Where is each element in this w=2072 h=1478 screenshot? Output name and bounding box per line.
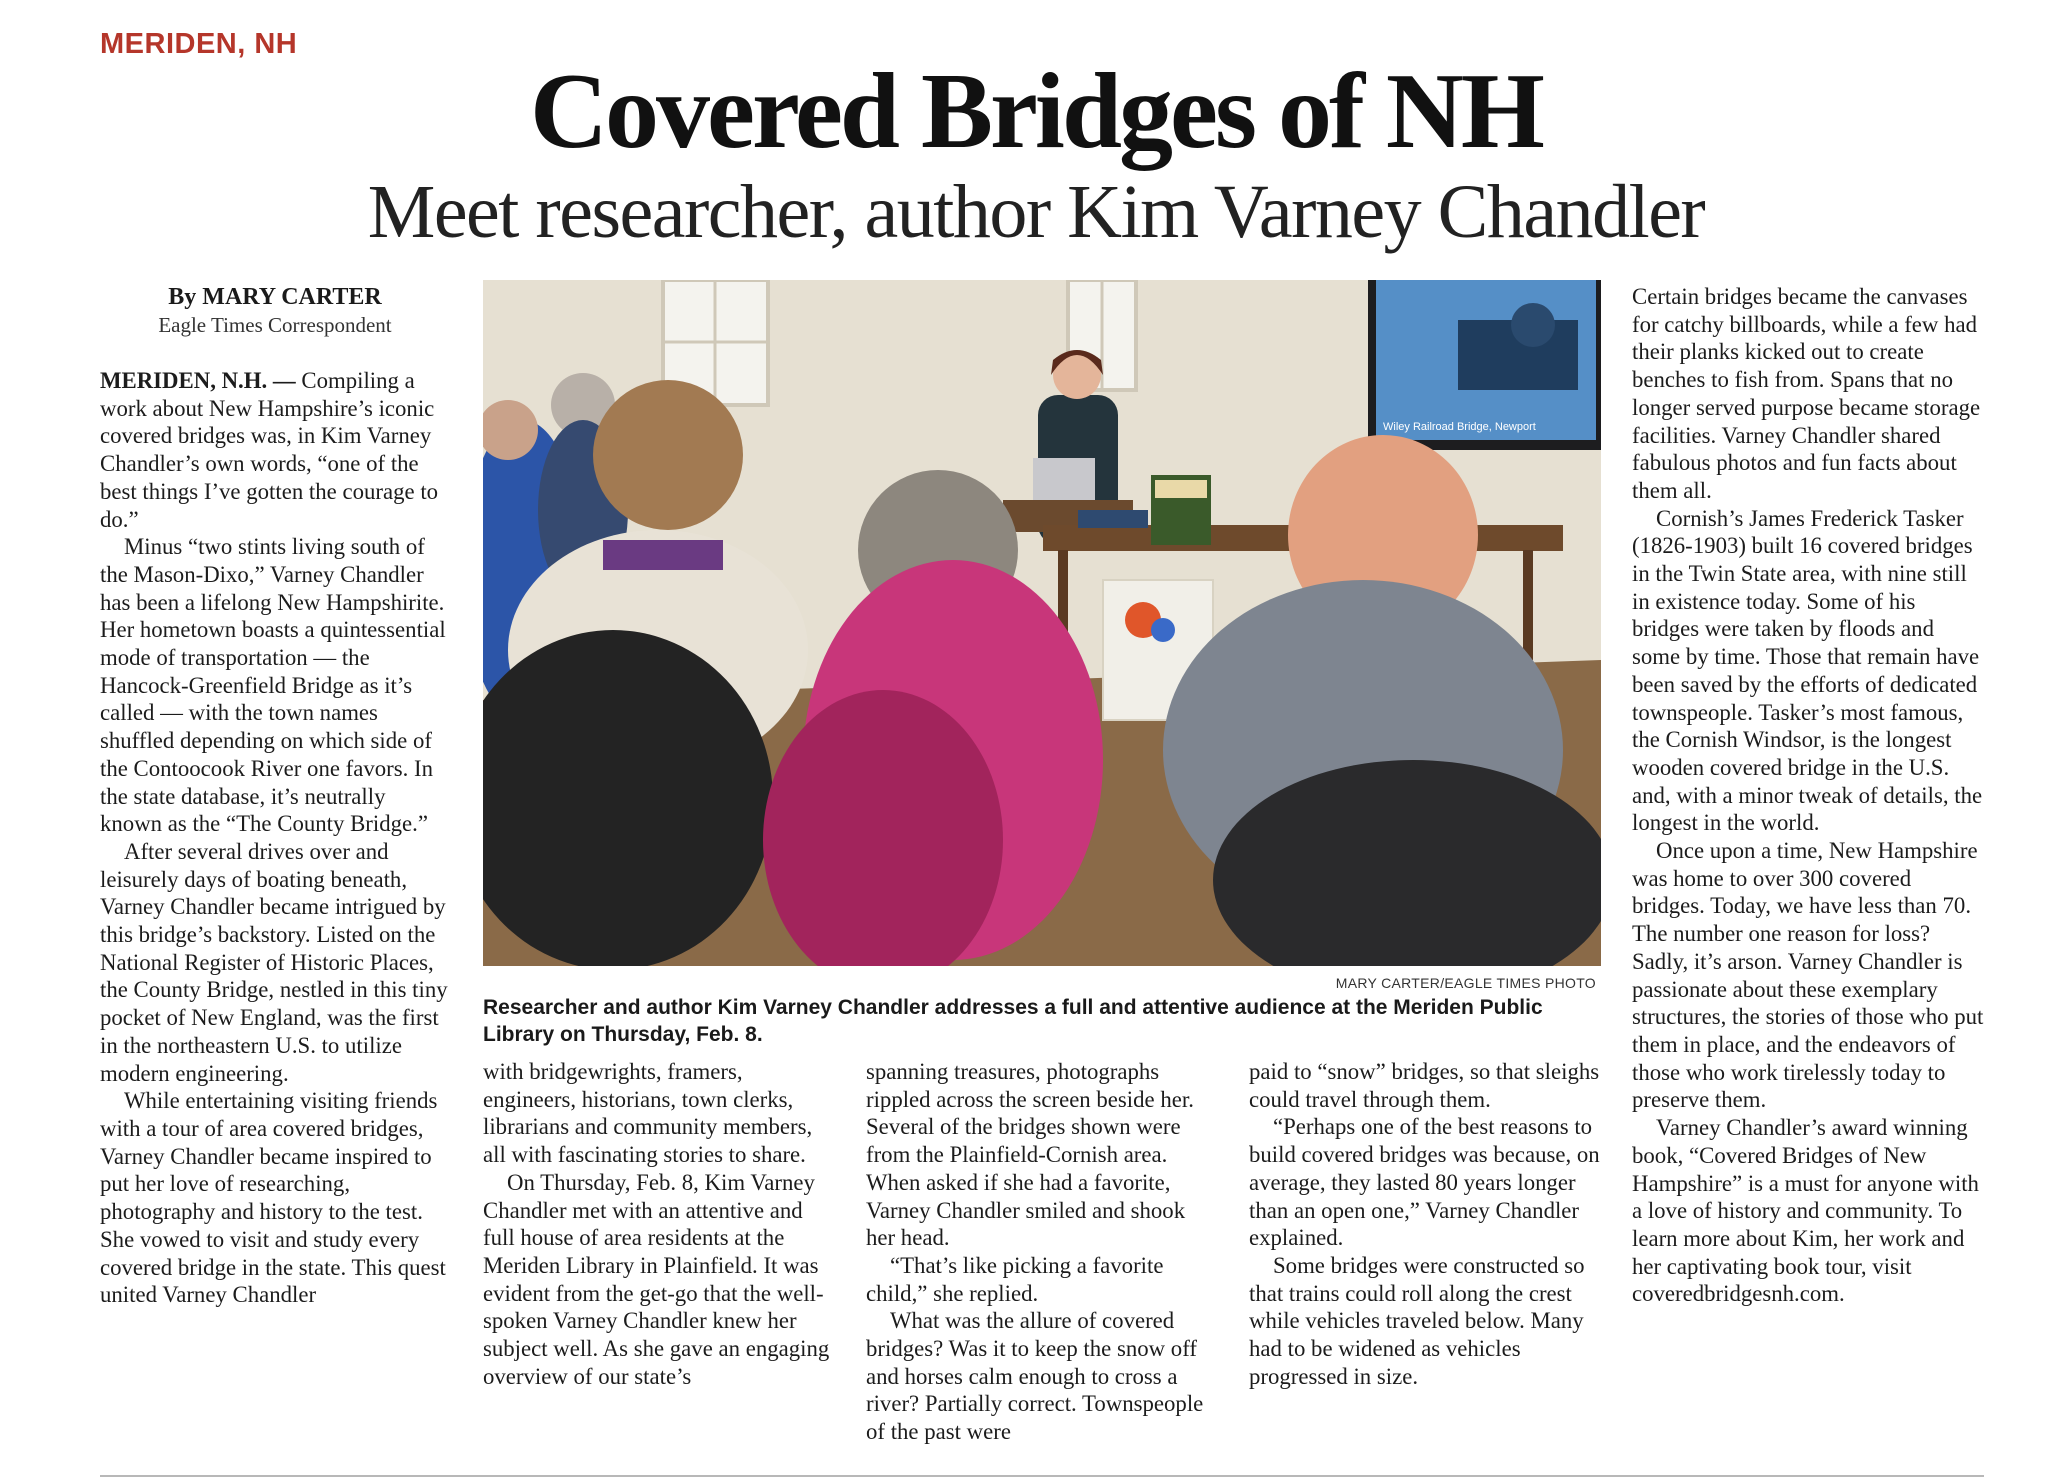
article-column-5 [1632,283,1984,1308]
paragraph [100,367,452,533]
paragraph: paid to “snow” bridges, so that sleighs could travel through them. [1249,1059,1600,1112]
article-column-1 [100,367,452,1309]
paragraph: While entertaining visiting friends with a tour of area covered bridges, Varney Chandler became inspired to put her love of researching, photography and history to the test. She vowed to visit and study every covered bridge in the state. This quest united Varney Chandler [100,1088,446,1308]
byline-author: By MARY CARTER [168,284,382,310]
paragraph: After several drives over and leisurely days of boating beneath, Varney Chandler became intrigued by this bridge’s backstory. Listed on the National Register of Historic Places, the County Bridge, nestled in this tiny pocket of New England, was the first in the northeastern U.S. to utilize modern engineering. [100,838,448,1086]
screen-caption: Wiley Railroad Bridge, Newport [1383,421,1536,433]
article-photo [483,280,1601,966]
bottom-rule [100,1475,1984,1477]
paragraph: Cornish’s James Frederick Tasker (1826-1903) built 16 covered bridges in the Twin State area, with nine still in existence today. Some of his bridges were taken by floods and some by time. Those that remain have been saved by the efforts of dedicated townspeople. Tasker’s most famous, the Cornish Windsor, is the longest wooden covered bridge in the U.S. and, with a minor tweak of details, the longest in the world. [1632,505,1983,836]
paragraph: Some bridges were constructed so that trains could roll along the crest while vehicles traveled below. Many had to be widened as vehicles progressed in size. [1249,1252,1585,1389]
paragraph: Minus “two stints living south of the Mason-Dixo,” Varney Chandler has been a lifelong New Hampshirite. Her hometown boasts a quintessential mode of transportation — the Hancock-Greenfield Bridge as it’s called — with the town names shuffled depending on which side of the Contoocook River one favors. In the state database, it’s neutrally known as the “The County Bridge.” [100,534,446,837]
byline-role: Eagle Times Correspondent [158,313,392,337]
subheadline: Meet researcher, author Kim Varney Chandler [367,170,1705,254]
photo-caption: Researcher and author Kim Varney Chandler addresses a full and attentive audience at the Meriden Public Library on Thursday, Feb. 8. [483,996,1543,1046]
article-column-4 [1249,1058,1601,1390]
paragraph: Varney Chandler’s award winning book, “Covered Bridges of New Hampshire” is a must for anyone with a love of history and community. To learn more about Kim, her work and her captivating book tour, visit coveredbridgesnh.com. [1632,1115,1979,1307]
paragraph: spanning treasures, photographs rippled across the screen beside her. Several of the bridges shown were from the Plainfield-Cornish area. When asked if she had a favorite, Varney Chandler smiled and shook her head. [866,1059,1194,1251]
byline [100,282,450,338]
section-kicker: MERIDEN, NH [100,28,298,60]
paragraph: What was the allure of covered bridges? Was it to keep the snow off and horses calm enough to cross a river? Partially correct. Townspeople of the past were [866,1308,1204,1445]
paragraph: with bridgewrights, framers, engineers, historians, town clerks, librarians and community members, all with fascinating stories to share. [483,1059,813,1168]
article-column-3 [866,1058,1218,1446]
photo-credit: MARY CARTER/EAGLE TIMES PHOTO [1335,975,1596,991]
headline: Covered Bridges of NH [530,52,1542,171]
paragraph: “That’s like picking a favorite child,” she replied. [866,1252,1164,1306]
paragraph: On Thursday, Feb. 8, Kim Varney Chandler met with an attentive and full house of area residents at the Meriden Library in Plainfield. It was evident from the get-go that the well-spoken Varney Chandler knew her subject well. As she gave an engaging overview of our state’s [483,1169,830,1389]
paragraph: “Perhaps one of the best reasons to build covered bridges was because, on average, they lasted 80 years longer than an open one,” Varney Chandler explained. [1249,1114,1600,1251]
paragraph-text: Compiling a work about New Hampshire’s iconic covered bridges was, in Kim Varney Chandler’s own words, “one of the best things I’ve gotten the courage to do.” [100,368,439,532]
article-column-2 [483,1058,835,1390]
paragraph: Certain bridges became the canvases for catchy billboards, while a few had their planks kicked out to create benches to fish from. Spans that no longer served purpose became storage facilities. Varney Chandler shared fabulous photos and fun facts about them all. [1632,284,1981,503]
dateline: MERIDEN, N.H. — [100,368,296,393]
paragraph: Once upon a time, New Hampshire was home to over 300 covered bridges. Today, we have less than 70. The number one reason for loss? Sadly, it’s arson. Varney Chandler is passionate about these exemplary structures, the stories of those who put them in place, and the endeavors of those who work tirelessly today to preserve them. [1632,838,1984,1113]
